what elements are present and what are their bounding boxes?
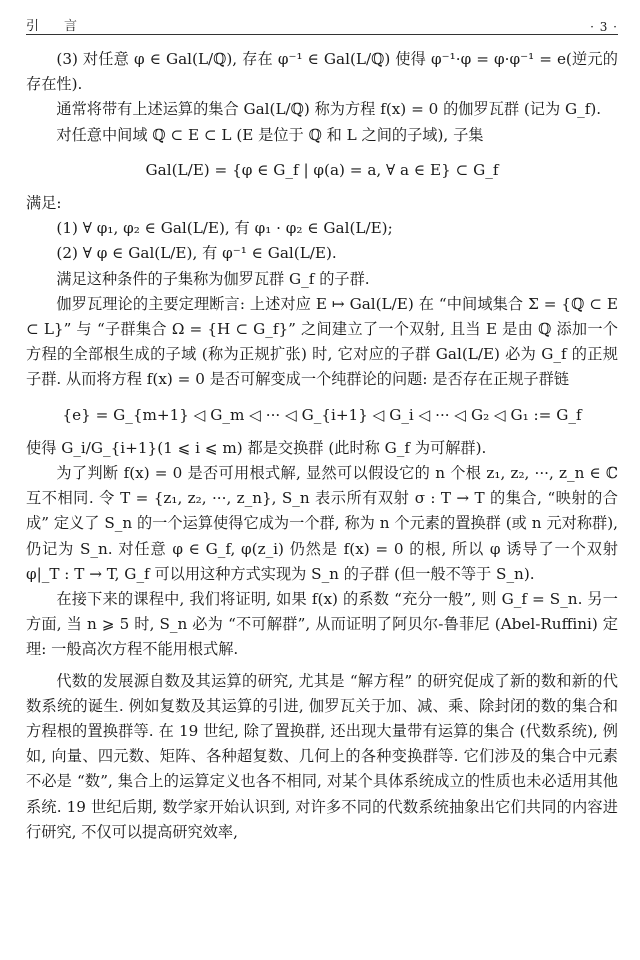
chapter-title: 引 言 <box>26 19 84 34</box>
paragraph-satisfies: 满足: <box>26 194 62 213</box>
page-number: · 3 · <box>590 20 618 34</box>
paragraph-algebra-history: 代数的发展源自数及其运算的研究, 尤其是 “解方程” 的研究促成了新的数和新的代数系统的诞生. 例如复数及其运算的引进, 伽罗瓦关于加、减、乘、除封闭的数的集合和方程根的置换群等. 在 19 世纪, 除了置换群, 还出现大量带有运算的集合 (代数系统), 例如, 向量、四元数、矩阵、各种超复数、几何上的各种变换群等. 它们涉及的集合中元素不必是 “数”, 集合上的运算定义也各不相同, 对某个具体系统成立的性质也未必适用其他系统. 19 世纪后期, 数学家开始认识到, 对许多不同的代数系统抽象出它们共同的内容进行研究, 不仅可以提高研究效率, <box>26 671 618 841</box>
paragraph-main-theorem: 伽罗瓦理论的主要定理断言: 上述对应 E ↦ Gal(L/E) 在 “中间域集合 Σ = {ℚ ⊂ E ⊂ L}” 与 “子群集合 Ω = {H ⊂ G_f}” 之间建立了一个双射, 且当 E 是由 ℚ 添加一个方程的全部根生成的子域 (称为正规扩张) 时, 它对应的子群 Gal(L/E) 必为 G_f 的正规子群. 从而将方程 f(x) = 0 是否可解变成一个纯群论的问题: 是否存在正规子群链 <box>26 294 618 389</box>
paragraph-inverse-element: (3) 对任意 φ ∈ Gal(L/ℚ), 存在 φ⁻¹ ∈ Gal(L/ℚ) 使得 φ⁻¹·φ = φ·φ⁻¹ = e(逆元的存在性). <box>26 50 618 94</box>
paragraph-intermediate-field: 对任意中间域 ℚ ⊂ E ⊂ L (E 是位于 ℚ 和 L 之间的子域), 子集 <box>56 125 484 144</box>
paragraph-permutation-group: 为了判断 f(x) = 0 是否可用根式解, 显然可以假设它的 n 个根 z₁, z₂, ···, z_n ∈ ℂ 互不相同. 令 T = {z₁, z₂, ···, z_n}, S_n 表示所有双射 σ : T → T 的集合, “映射的合成” 定义了 S_n 的一个运算使得它成为一个群, 称为 n 个元素的置换群 (或 n 元对称群), 仍记为 S_n. 对任意 φ ∈ G_f, φ(z_i) 仍然是 f(x) = 0 的根, 所以 φ 诱导了一个双射 φ|_T : T → T, G_f 可以用这种方式实现为 S_n 的子群 (但一般不等于 S_n). <box>26 464 618 583</box>
formula-normal-series: {e} = G_{m+1} ◁ G_m ◁ ··· ◁ G_{i+1} ◁ G_i ◁ ··· ◁ G₂ ◁ G₁ := G_f <box>62 405 582 424</box>
condition-closure: (1) ∀ φ₁, φ₂ ∈ Gal(L/E), 有 φ₁ · φ₂ ∈ Gal(L/E); <box>56 219 393 238</box>
paragraph-solvable-group: 使得 G_i/G_{i+1}(1 ⩽ i ⩽ m) 都是交换群 (此时称 G_f 为可解群). <box>26 438 487 457</box>
page-body <box>26 35 618 845</box>
paragraph-subgroup-name: 满足这种条件的子集称为伽罗瓦群 G_f 的子群. <box>56 269 370 288</box>
paragraph-galois-group-definition: 通常将带有上述运算的集合 Gal(L/ℚ) 称为方程 f(x) = 0 的伽罗瓦群 (记为 G_f). <box>56 100 602 119</box>
condition-inverse: (2) ∀ φ ∈ Gal(L/E), 有 φ⁻¹ ∈ Gal(L/E). <box>56 244 337 263</box>
running-header <box>26 0 618 35</box>
formula-subgroup-definition: Gal(L/E) = {φ ∈ G_f | φ(a) = a, ∀ a ∈ E} ⊂ G_f <box>145 160 499 179</box>
paragraph-abel-ruffini: 在接下来的课程中, 我们将证明, 如果 f(x) 的系数 “充分一般”, 则 G_f = S_n. 另一方面, 当 n ⩾ 5 时, S_n 必为 “不可解群”, 从而证明了阿贝尔-鲁菲尼 (Abel-Ruffini) 定理: 一般高次方程不能用根式解. <box>26 590 618 659</box>
